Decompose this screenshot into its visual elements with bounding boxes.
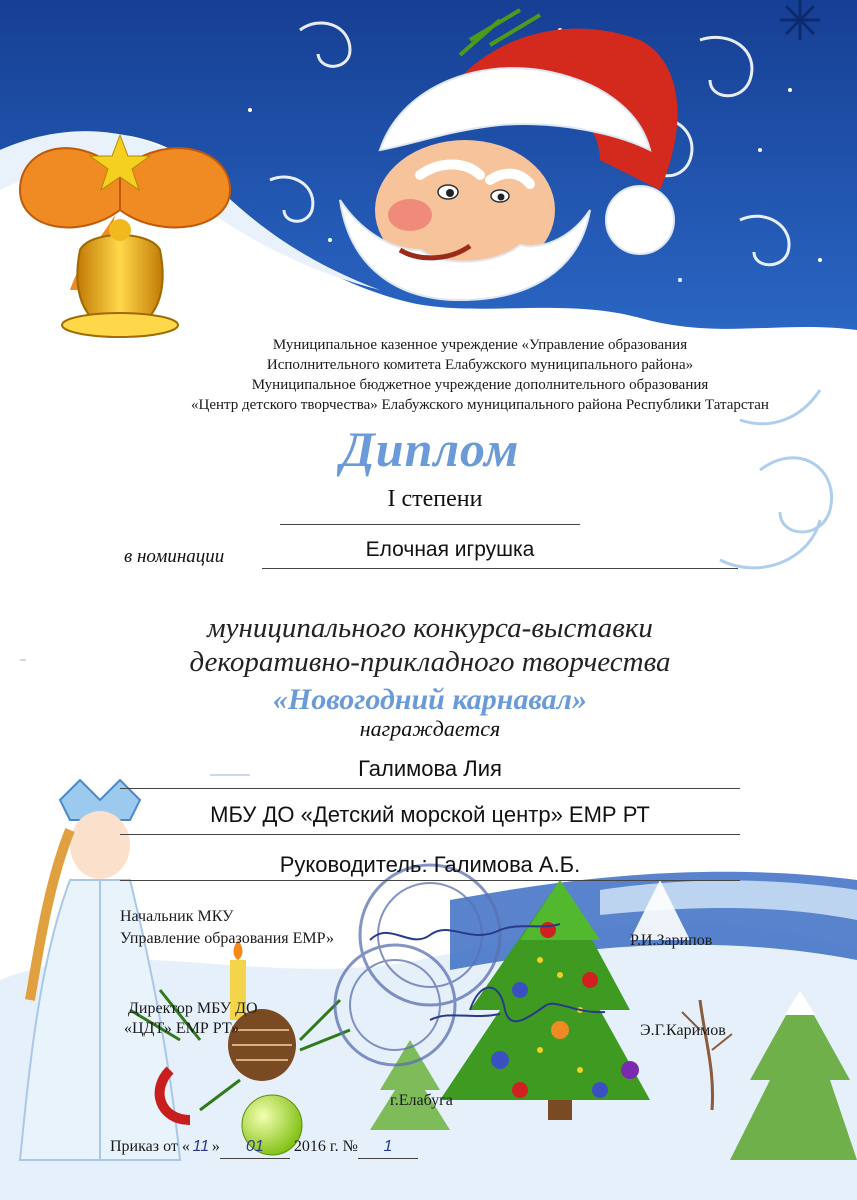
head-title-line-2: Управление образования ЕМР» (120, 930, 334, 947)
degree-underline (280, 524, 580, 525)
bell-icon (20, 135, 230, 337)
nomination-underline (262, 568, 738, 569)
director-title-line-2: «ЦДТ» ЕМР РТ» (124, 1020, 240, 1037)
order-year: 2016 г. № (293, 1138, 358, 1155)
order-month: 01 (220, 1136, 290, 1159)
city: г.Елабуга (390, 1092, 453, 1109)
supervisor-name: Руководитель: Галимова А.Б. (279, 852, 581, 877)
contest-name: «Новогодний карнавал» (272, 683, 588, 716)
snowflake-icon (780, 0, 820, 40)
order-sep: » (211, 1138, 220, 1155)
awarded-label: награждается (359, 716, 501, 741)
contest-line-2: декоративно-прикладного творчества (189, 646, 671, 678)
supervisor-underline (120, 880, 740, 881)
organization-name: МБУ ДО «Детский морской центр» ЕМР РТ (210, 802, 650, 827)
header-line-1: Муниципальное казенное учреждение «Управление образования (272, 337, 688, 353)
nomination-value: Елочная игрушка (365, 538, 535, 561)
contest-line-1: муниципального конкурса-выставки (207, 612, 653, 644)
nomination-label: в номинации (124, 546, 225, 567)
director-name: Э.Г.Каримов (640, 1022, 726, 1039)
diploma-degree: I степени (387, 486, 483, 512)
director-title-line-1: Директор МБУ ДО (128, 1000, 258, 1017)
head-title-line-1: Начальник МКУ (120, 908, 234, 925)
diploma-title: Диплом (340, 421, 520, 477)
organization-underline (120, 834, 740, 835)
header-line-3: Муниципальное бюджетное учреждение дополнительного образования (251, 377, 709, 393)
header-line-4: «Центр детского творчества» Елабужского муниципального района Республики Татарстан (191, 397, 769, 413)
head-name: Р.И.Зарипов (630, 932, 713, 949)
order-line (110, 1136, 418, 1159)
recipient-underline (120, 788, 740, 789)
recipient-name: Галимова Лия (358, 756, 502, 781)
order-prefix: Приказ от « (110, 1138, 190, 1155)
order-day: 11 (192, 1138, 210, 1155)
order-number: 1 (358, 1136, 418, 1159)
header-line-2: Исполнительного комитета Елабужского муниципального района» (266, 357, 694, 373)
